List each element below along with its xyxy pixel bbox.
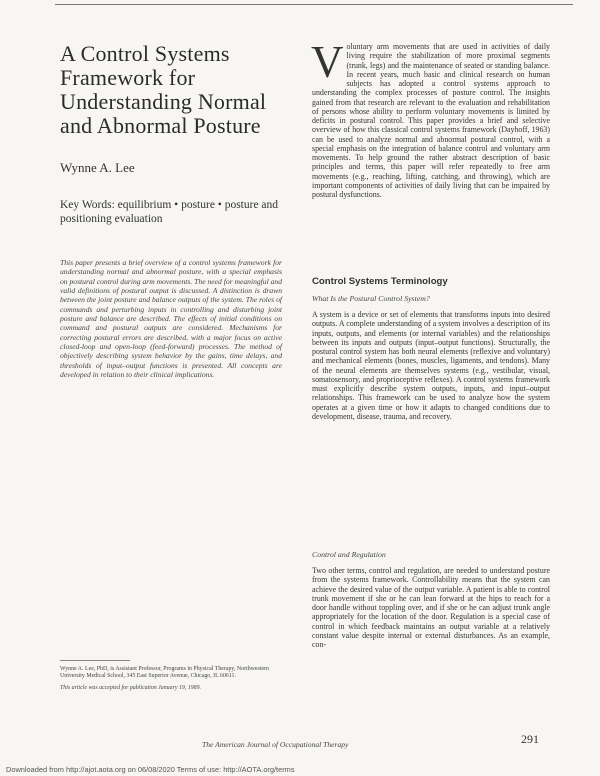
page-number: 291 [521,732,539,746]
author-footnote [60,666,282,696]
article-title: A Control Systems Framework for Understanding Normal and Abnormal Posture [60,41,267,138]
introduction-text: oluntary arm movements that are used in activities of daily living require the stabilization of more proximal segments (trunk, legs) and the maintenance of seated or standing balance. In recent years, much basic and clinical research on human subjects has adopted a control systems approach to understanding the complex processes of posture control. The insights gained from that research are relevant to the evaluation and rehabilitation of persons whose ability to perform voluntary movements is limited by deficits in postural control. This paper provides a brief and selective overview of how this classical control systems framework (Dayhoff, 1963) can be used to analyze normal and abnormal postural control, with a special emphasis on the integration of balance control and voluntary arm movements. To help ground the rather abstract description of basic principles and terms, this paper will refer repeatedly to free arm movements (e.g., reaching, lifting, catching, and throwing), which are important components of activities of daily living that can be impaired by postural dysfunctions. [312,42,550,199]
left-column [60,41,282,380]
footnote-rule [60,660,130,661]
section-control-text: Two other terms, control and regulation, are needed to understand posture from the systems framework. Controllability means that the system can achieve the desired value of the output variable. A patient is able to control trunk movement if she or he can lean forward at the hips to reach for a door handle without toppling over, and if she or he can adjust trunk angle appropriately for the location of the door. Regulation is a special case of control in which feedback maintains an output variable at a relatively constant value despite internal or external disturbances. As an example, con- [312,566,550,649]
subsection-heading-system: What Is the Postural Control System? [312,294,430,303]
section-control-body [312,566,550,649]
section-system-text: A system is a device or set of elements that transforms inputs into desired outputs. A complete understanding of a system involves a description of its inputs, outputs, and elements (or internal variables) and the relationships between its inputs and outputs (input–output functions). Structurally, the postural control system has both neural elements (reflexive and voluntary) and mechanical elements (bones, muscles, ligaments, and tendons). Many of the neural elements are themselves systems (e.g., vestibular, visual, somatosensory, and proprioceptive reflexes). A control systems framework must explicitly describe system outputs, inputs, and input–output relationships. This framework can be used to analyze how the system operates at a given time or how it adapts to changed conditions due to development, disease, trauma, and recovery. [312,310,550,421]
introduction [311,37,550,199]
subsection-heading-control: Control and Regulation [312,550,386,559]
footnote-affiliation: Wynne A. Lee, PhD, is Assistant Professor, Programs in Physical Therapy, Northwestern University Medical School, 345 East Superior Avenue, Chicago, IL 60611. [60,666,269,680]
footnote-received: This article was accepted for publication January 19, 1989. [60,684,202,691]
section-system-body [312,310,550,421]
top-rule [55,4,573,5]
drop-cap: V [311,37,344,87]
author-name: Wynne A. Lee [60,160,135,175]
section-heading: Control Systems Terminology [312,276,448,287]
download-notice: Downloaded from http://ajot.aota.org on 06/08/2020 Terms of use: http://AOTA.org/terms [6,765,295,774]
keywords: Key Words: equilibrium • posture • posture and positioning evaluation [60,199,279,225]
journal-name: The American Journal of Occupational Therapy [202,740,349,749]
abstract-text: This paper presents a brief overview of a control systems framework for understanding normal and abnormal posture, with a special emphasis on postural control during arm movements. The need for meaningful and valid definitions of postural output is discussed. A distinction is drawn between the joint posture and balance outputs of the system. The roles of commands and perturbing inputs in controlling and disturbing joint posture and balance are described. The effects of initial conditions on command and postural outputs are considered. Mechanisms for correcting postural errors are described, with a major focus on active closed-loop and open-loop (feed-forward) processes. The method of objectively describing system behavior by the gains, time delays, and thresholds of input–output functions is presented. All concepts are developed in relation to their clinical implications. [60,258,282,380]
abstract [60,258,282,379]
